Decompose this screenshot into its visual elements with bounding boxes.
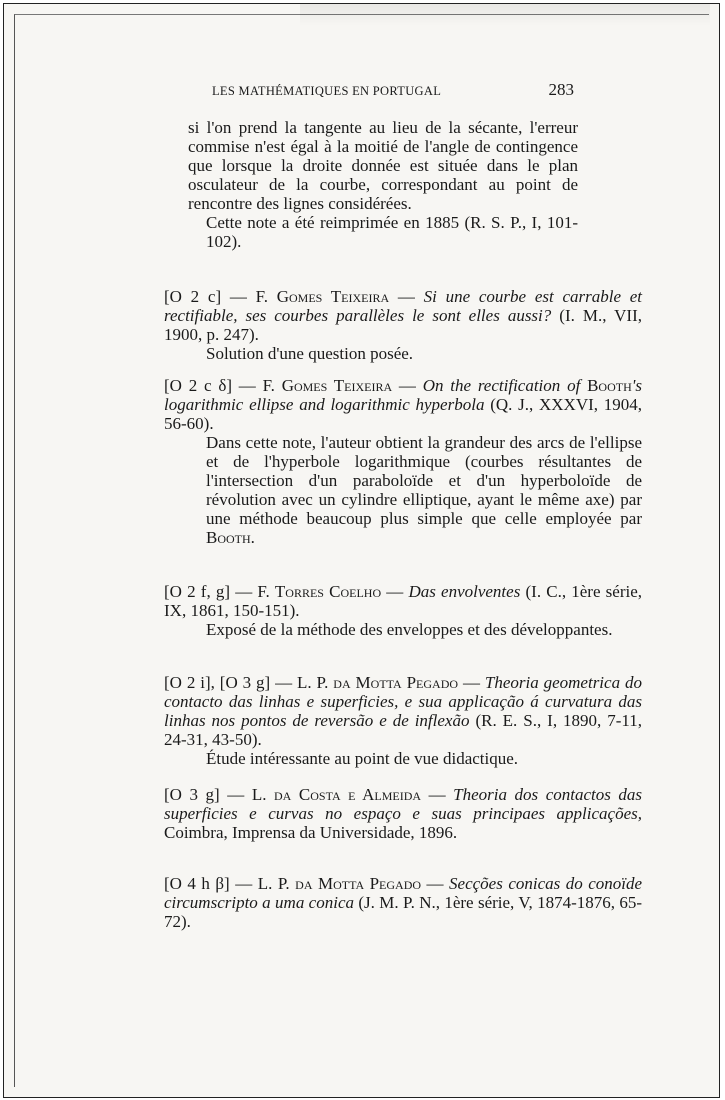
entry-citation: (I. C., 1ère série, IX, 1861, 150-151).	[164, 582, 643, 620]
author-initial: F.	[255, 287, 268, 306]
intro-note: Cette note a été reimprimée en 1885 (R. S. P., I, 101-102).	[206, 213, 578, 251]
entry-description	[164, 433, 642, 547]
entry-code: [O 2 i], [O 3 g]	[164, 673, 271, 692]
entry-description: Exposé de la méthode des enveloppes et des développantes.	[206, 620, 613, 639]
page-header	[200, 82, 580, 104]
intro-paragraph: si l'on prend la tangente au lieu de la sécante, l'erreur commise n'est égal à la moitié de l'angle de contingence que lorsque la droite donnée est située dans le plan osculateur de la courbe, correspondant au point de rencontre des lignes considérées.	[188, 118, 578, 213]
author-name: Torres Coelho	[274, 582, 382, 601]
entry-citation: (J. M. P. N., 1ère série, V, 1874-1876, 65-72).	[164, 893, 643, 931]
entry-description: Solution d'une question posée.	[206, 344, 414, 363]
bibliography-entry	[100, 376, 642, 547]
entry-code: [O 2 f, g]	[164, 582, 231, 601]
entry-description-text: Dans cette note, l'auteur obtient la grandeur des arcs de l'ellipse et de l'hyperbole logarithmique (courbes résultantes de l'intersection d'un paraboloïde et d'un hyperboloïde de révolution avec un cylindre elliptique, ayant le même axe) par une méthode beaucoup plus simple que celle employée par	[206, 433, 642, 528]
entry-heading: [O 2 c] — F. Gomes Teixeira — Si une courbe est carrable et rectifiable, ses courbes parallèles le sont elles aussi? (I. M., VII, 1900, p. 247).	[164, 287, 643, 344]
author-initial: F.	[262, 376, 275, 395]
entry-description: Étude intéressante au point de vue didactique.	[206, 749, 519, 768]
entry-citation: (Q. J., XXXVI, 1904, 56-60).	[164, 395, 643, 433]
entry-title: Si une courbe est carrable et rectifiable, ses courbes parallèles le sont elles aussi?	[164, 287, 643, 325]
entry-code: [O 2 c δ]	[164, 376, 232, 395]
bibliography-entry	[100, 874, 642, 931]
entry-title: Das envolventes	[408, 582, 521, 601]
entry-code: [O 3 g]	[164, 785, 220, 804]
entry-code: [O 2 c]	[164, 287, 222, 306]
running-title: LES MATHÉMATIQUES EN PORTUGAL	[212, 84, 442, 98]
entry-title: Theoria dos contactos das superficies e curvas no espaço e suas principaes applicações,	[164, 785, 643, 823]
scan-shadow	[300, 4, 710, 26]
author-name: da Costa e Almeida	[274, 785, 422, 804]
entry-title-cont: 's logarithmic ellipse and logarithmic hyperbola	[164, 376, 643, 414]
bibliography-entry	[100, 287, 642, 363]
author-name: Gomes Teixeira	[276, 287, 390, 306]
entry-citation: (R. E. S., I, 1890, 7-11, 24-31, 43-50).	[164, 711, 643, 749]
entry-title: On the rectification of	[422, 376, 581, 395]
entry-description-name: Booth	[206, 528, 251, 547]
entry-heading: [O 4 h β] — L. P. da Motta Pegado — Secções conicas do conoïde circumscripto a uma conica (J. M. P. N., 1ère série, V, 1874-1876, 65-72).	[164, 874, 643, 931]
author-initial: L.	[251, 785, 267, 804]
author-name: da Motta Pegado	[333, 673, 459, 692]
entry-code: [O 4 h β]	[164, 874, 230, 893]
entry-heading: [O 2 f, g] — F. Torres Coelho — Das envolventes (I. C., 1ère série, IX, 1861, 150-151).	[164, 582, 643, 620]
entry-title-name: Booth	[587, 376, 632, 395]
entry-title: Secções conicas do conoïde circumscripto a uma conica	[164, 874, 643, 912]
bibliography-entry	[100, 785, 642, 842]
bibliography-entry	[100, 582, 642, 639]
entry-citation: Coimbra, Imprensa da Universidade, 1896.	[164, 823, 458, 842]
entry-title: Theoria geometrica do contacto das linhas e superficies, e sua applicação á curvatura das linhas nos pontos de reversão e de inflexão	[164, 673, 642, 730]
entry-description-end: .	[250, 528, 255, 547]
entry-heading: [O 2 c δ] — F. Gomes Teixeira — On the rectification of Booth's logarithmic ellipse and logarithmic hyperbola (Q. J., XXXVI, 1904, 56-60).	[164, 376, 643, 433]
author-name: Gomes Teixeira	[281, 376, 393, 395]
author-initial: F.	[257, 582, 270, 601]
author-initial: L. P.	[257, 874, 290, 893]
author-name: da Motta Pegado	[295, 874, 422, 893]
author-initial: L. P.	[297, 673, 329, 692]
intro-block	[100, 118, 578, 251]
bibliography-entry	[100, 673, 642, 768]
entry-heading: [O 2 i], [O 3 g] — L. P. da Motta Pegado — Theoria geometrica do contacto das linhas e superficies, e sua applicação á curvatura das linhas nos pontos de reversão e de inflexão (R. E. S., I, 1890, 7-11, 24-31, 43-50).	[164, 673, 643, 749]
entry-citation: (I. M., VII, 1900, p. 247).	[164, 306, 643, 344]
page-number: 283	[548, 80, 574, 99]
entry-heading: [O 3 g] — L. da Costa e Almeida — Theoria dos contactos das superficies e curvas no espaço e suas principaes applicações, Coimbra, Imprensa da Universidade, 1896.	[164, 785, 643, 842]
